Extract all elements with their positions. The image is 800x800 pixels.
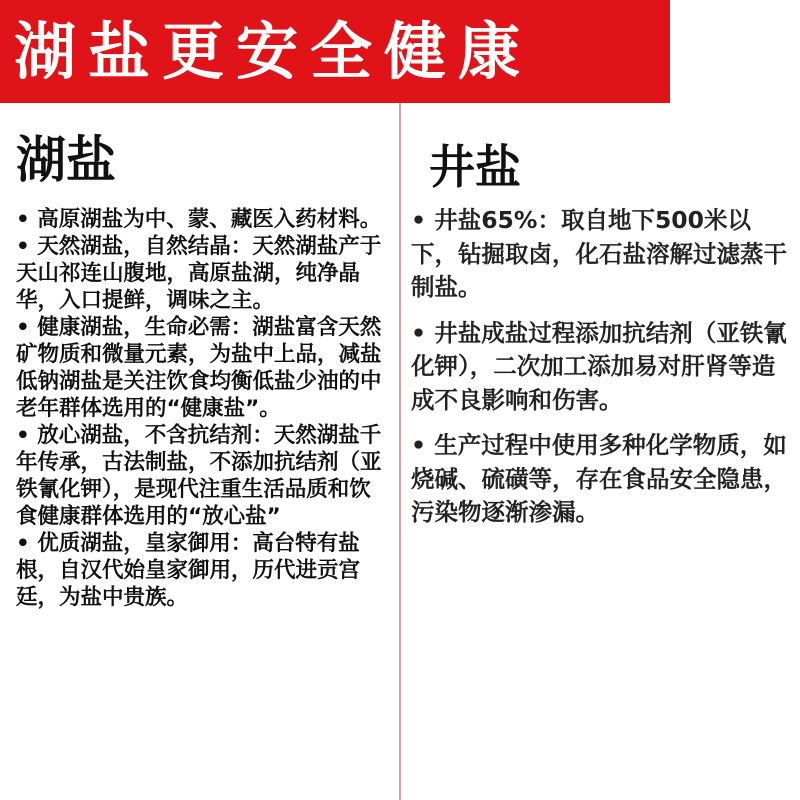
well-salt-column: [411, 138, 793, 542]
list-item: • 健康湖盐，生命必需：湖盐富含天然矿物质和微量元素，为盐中上品，减盐低钠湖盐是关注饮食均衡低盐少油的中老年群体选用的“健康盐”。: [16, 315, 382, 421]
well-salt-list: [411, 204, 793, 530]
title-banner: [0, 0, 670, 103]
list-item: • 优质湖盐，皇家御用：高台特有盐根，自汉代始皇家御用，历代进贡宫廷，为盐中贵族。: [16, 531, 361, 610]
list-item: • 井盐成盐过程添加抗结剂（亚铁氰化钾），二次加工添加易对肝肾等造成不良影响和伤害。: [411, 318, 787, 414]
lake-salt-list: [16, 206, 388, 611]
lake-salt-column: [16, 128, 388, 611]
list-item: • 放心湖盐，不含抗结剂：天然湖盐千年传承，古法制盐，不添加抗结剂（亚铁氰化钾），是现代注重生活品质和饮食健康群体选用的“放心盐”: [16, 423, 382, 529]
list-item: • 天然湖盐，自然结晶：天然湖盐产于天山祁连山腹地，高原盐湖，纯净晶华，入口提鲜，调味之主。: [16, 234, 382, 313]
lake-salt-heading: 湖盐: [16, 131, 116, 189]
well-salt-heading: 井盐: [429, 140, 521, 194]
banner-title: 湖盐更安全健康: [14, 15, 533, 88]
list-item: • 井盐65%：取自地下500米以下，钻掘取卤，化石盐溶解过滤蒸干制盐。: [411, 206, 787, 301]
list-item: • 高原湖盐为中、蒙、藏医入药材料。: [16, 207, 382, 232]
list-item: • 生产过程中使用多种化学物质，如烧碱、硫磺等，存在食品安全隐患，污染物逐渐渗漏。: [411, 431, 787, 526]
column-divider: [399, 103, 401, 800]
